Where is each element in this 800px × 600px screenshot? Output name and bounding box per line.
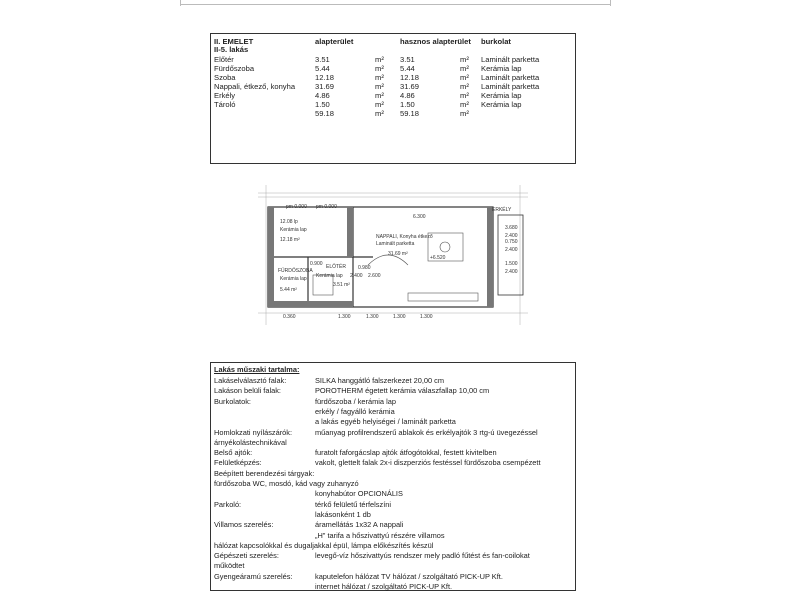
spec-value: SILKA hanggátló falszerkezet 20,00 cm: [315, 376, 445, 385]
plan-balcony-label: ERKÉLY: [492, 207, 512, 213]
plan-right-dim: 2.400: [505, 247, 518, 253]
spec-value: konyhabútor OPCIONÁLIS: [315, 489, 403, 499]
spec-value: térkő felületű térfelszíni: [315, 499, 391, 509]
plan-hall-dim2: 0.980: [358, 265, 371, 271]
spec-label: Beépített berendezési tárgyak:: [214, 468, 315, 478]
table-total-row: 59.18 m² 59.18 m²: [315, 109, 469, 118]
plan-living-floor: Laminált parketta: [376, 241, 415, 247]
plan-room-area: 12.18 m²: [280, 237, 300, 243]
plan-bath-area: 5.44 m²: [280, 287, 297, 293]
spec-value: furatolt faforgácslap ajtók átfogótokkal, festett kivitelben: [315, 448, 497, 458]
col-area-header: alapterület: [315, 37, 354, 46]
spec-value: fürdőszoba / kerámia lap: [315, 396, 396, 406]
plan-room-floor: Kerámia lap: [280, 227, 307, 233]
spec-label: Gépészeti szerelés:: [214, 551, 279, 561]
plan-hall-dim4: 2.400: [350, 273, 363, 279]
spec-value: vakolt, glettelt falak 2x-i diszperziós festéssel fürdőszoba csempézett: [315, 458, 541, 468]
col-net-header: hasznos alapterület: [400, 37, 471, 46]
table-row: Szoba 12.18 m² 12.18 m² Laminált parketta: [214, 73, 540, 82]
spec-label: Felületképzés:: [214, 458, 262, 468]
table-row: Tároló 1.50 m² 1.50 m² Kerámia lap: [214, 100, 522, 109]
plan-bath-floor: Kerámia lap: [280, 276, 307, 282]
floor-title: II. EMELET: [214, 37, 254, 46]
spec-title: Lakás műszaki tartalma:: [214, 365, 300, 374]
plan-living-width: 6.300: [413, 214, 426, 220]
spec-label: Burkolatok:: [214, 396, 251, 406]
spec-value: áramellátás 1x32 A nappali: [315, 520, 404, 530]
plan-right-dim: 0.750: [505, 239, 518, 245]
table-row: Fürdőszoba 5.44 m² 5.44 m² Kerámia lap: [214, 64, 522, 73]
spec-label: Lakáson belüli falak:: [214, 386, 281, 396]
spec-label: fürdőszoba WC, mosdó, kád vagy zuhanyzó: [214, 479, 359, 488]
spec-label: hálózat kapcsolókkal és dugaljakkal épül, lámpa előkészítés készül: [214, 540, 434, 550]
spec-value: „H" tarifa a hőszivattyú részére villamos: [315, 530, 445, 540]
spec-table: [210, 362, 576, 591]
plan-pm-right: pm 0.000: [316, 204, 337, 210]
plan-level-mark: +6.520: [430, 255, 446, 261]
spec-value: internet hálózat / szolgáltató PICK-UP Kft.: [315, 582, 453, 591]
plan-right-dim: 2.400: [505, 233, 518, 239]
plan-living-label: NAPPALI, Konyha étkező: [376, 234, 433, 240]
spec-value: a lakás egyéb helyiségei / laminált parketta: [315, 417, 456, 427]
spec-label: működtet: [214, 561, 245, 571]
spec-value: erkély / fagyálló kerámia: [315, 406, 395, 416]
spec-label: Parkoló:: [214, 499, 242, 509]
spec-value: POROTHERM égetett kerámia válaszfallap 10,00 cm: [315, 386, 490, 396]
spec-value: kaputelefon hálózat TV hálózat / szolgáltató PICK-UP Kft.: [315, 571, 503, 581]
plan-bottom-dim: 1.300: [366, 314, 379, 320]
table-row: Nappali, étkező, konyha 31.69 m² 31.69 m² Laminált parketta: [214, 82, 540, 91]
plan-right-dim: 3.680: [505, 225, 518, 231]
plan-hall-floor: Kerámia lap: [316, 273, 343, 279]
spec-label: árnyékolástechnikával: [214, 437, 287, 447]
plan-hall-dim3: 2.600: [368, 273, 381, 279]
plan-room-id: 12.08 lp: [280, 219, 298, 225]
spec-value: műanyag profilrendszerű ablakok és erkélyajtók 3 rtg-ú üvegezéssel: [315, 427, 538, 437]
plan-hall-label: ELŐTÉR: [326, 264, 347, 270]
table-row: Előtér 3.51 m² 3.51 m² Laminált parketta: [214, 55, 540, 64]
plan-right-dim: 1.500: [505, 261, 518, 267]
plan-bottom-dim: 1.300: [338, 314, 351, 320]
spec-value: levegő-víz hőszivattyús rendszer mely padló fűtést és fan-coilokat: [315, 551, 530, 561]
plan-bottom-dim: 1.300: [420, 314, 433, 320]
plan-living-area: 31.69 m²: [388, 251, 408, 257]
spec-label: Belső ajtók:: [214, 448, 253, 458]
plan-hall-dim: 0.900: [310, 261, 323, 267]
spec-label: Homlokzati nyílászárók:: [214, 427, 293, 437]
plan-pm-left: pm 0.000: [286, 204, 307, 210]
plan-bottom-dim: 0.360: [283, 314, 296, 320]
plan-right-dim: 2.400: [505, 269, 518, 275]
col-floor-header: burkolat: [481, 37, 511, 46]
spec-value: lakásonként 1 db: [315, 509, 371, 519]
unit-title: II-5. lakás: [214, 45, 249, 54]
table-row: Erkély 4.86 m² 4.86 m² Kerámia lap: [214, 91, 522, 100]
area-table: [210, 33, 576, 164]
spec-label: Villamos szerelés:: [214, 520, 274, 530]
spec-label: Lakáselválasztó falak:: [214, 376, 287, 385]
plan-hall-area: 3.51 m²: [333, 282, 350, 288]
plan-bottom-dim: 1.300: [393, 314, 406, 320]
plan-bath-label: FÜRDŐSZOBA: [278, 268, 313, 274]
spec-label: Gyengeáramú szerelés:: [214, 571, 293, 581]
plan-walls: [268, 207, 493, 307]
floor-plan: [258, 185, 528, 325]
